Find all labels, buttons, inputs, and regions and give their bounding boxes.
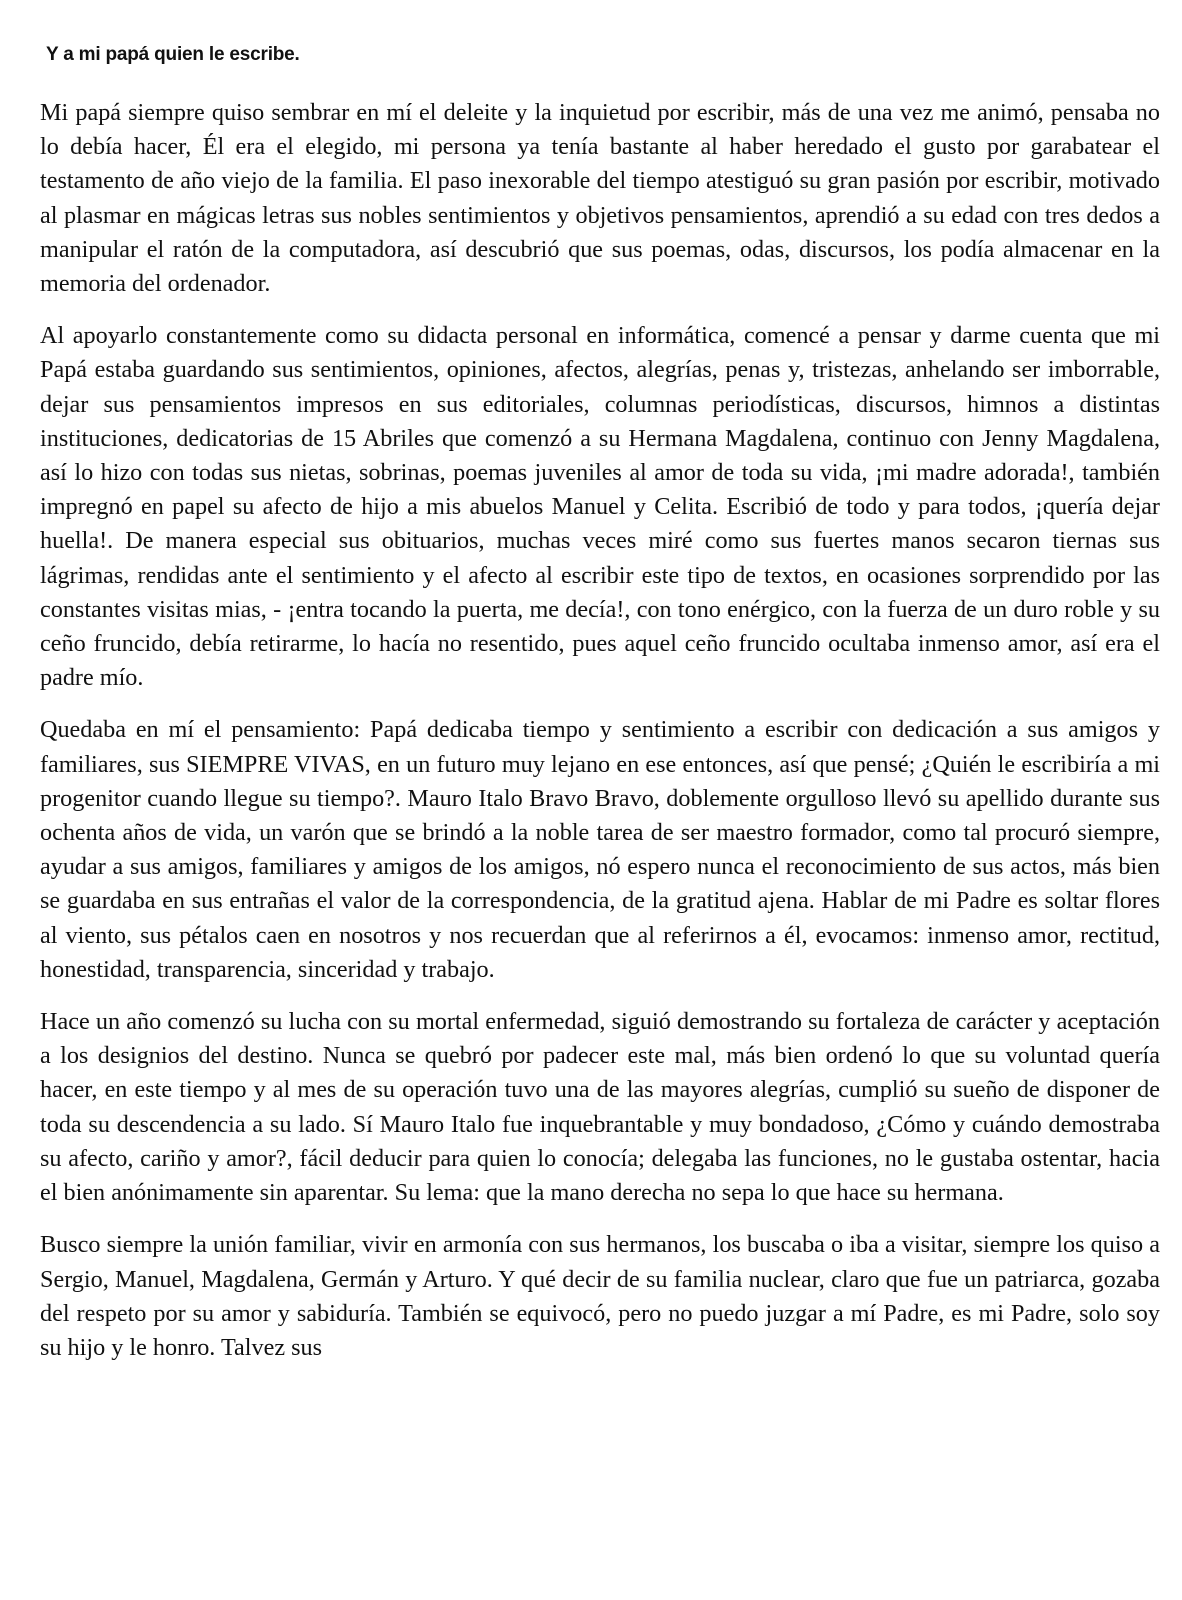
paragraph-3: Quedaba en mí el pensamiento: Papá dedicaba tiempo y sentimiento a escribir con dedicación a sus amigos y familiares, sus SIEMPRE VIVAS, en un futuro muy lejano en ese entonces, así que pensé; ¿Quién le escribiría a mi progenitor cuando llegue su tiempo?. Mauro Italo Bravo Bravo, doblemente orgulloso llevó su apellido durante sus ochenta años de vida, un varón que se brindó a la noble tarea de ser maestro formador, como tal procuró siempre, ayudar a sus amigos, familiares y amigos de los amigos, nó espero nunca el reconocimiento de sus actos, más bien se guardaba en sus entrañas el valor de la correspondencia, de la gratitud ajena. Hablar de mi Padre es soltar flores al viento, sus pétalos caen en nosotros y nos recuerdan que al referirnos a él, evocamos: inmenso amor, rectitud, honestidad, transparencia, sinceridad y trabajo.: [40, 716, 1160, 983]
paragraph-4: Hace un año comenzó su lucha con su mortal enfermedad, siguió demostrando su fortaleza de carácter y aceptación a los designios del destino. Nunca se quebró por padecer este mal, más bien ordenó lo que su voluntad quería hacer, en este tiempo y al mes de su operación tuvo una de las mayores alegrías, cumplió su sueño de disponer de toda su descendencia a su lado. Sí Mauro Italo fue inquebrantable y muy bondadoso, ¿Cómo y cuándo demostraba su afecto, cariño y amor?, fácil deducir para quien lo conocía; delegaba las funciones, no le gustaba ostentar, hacia el bien anónimamente sin aparentar. Su lema: que la mano derecha no sepa lo que hace su hermana.: [40, 1008, 1160, 1207]
paragraph-5: Busco siempre la unión familiar, vivir en armonía con sus hermanos, los buscaba o iba a visitar, siempre los quiso a Sergio, Manuel, Magdalena, Germán y Arturo. Y qué decir de su familia nuclear, claro que fue un patriarca, gozaba del respeto por su amor y sabiduría. También se equivocó, pero no puedo juzgar a mí Padre, es mi Padre, solo soy su hijo y le honro. Talvez sus: [40, 1231, 1160, 1361]
paragraph-1: Mi papá siempre quiso sembrar en mí el deleite y la inquietud por escribir, más de una vez me animó, pensaba no lo debía hacer, Él era el elegido, mi persona ya tenía bastante al haber heredado el gusto por garabatear el testamento de año viejo de la familia. El paso inexorable del tiempo atestiguó su gran pasión por escribir, motivado al plasmar en mágicas letras sus nobles sentimientos y objetivos pensamientos, aprendió a su edad con tres dedos a manipular el ratón de la computadora, así descubrió que sus poemas, odas, discursos, los podía almacenar en la memoria del ordenador.: [40, 99, 1160, 298]
paragraph-2: Al apoyarlo constantemente como su didacta personal en informática, comencé a pensar y darme cuenta que mi Papá estaba guardando sus sentimientos, opiniones, afectos, alegrías, penas y, tristezas, anhelando ser imborrable, dejar sus pensamientos impresos en sus editoriales, columnas periodísticas, discursos, himnos a distintas instituciones, dedicatorias de 15 Abriles que comenzó a su Hermana Magdalena, continuo con Jenny Magdalena, así lo hizo con todas sus nietas, sobrinas, poemas juveniles al amor de toda su vida, ¡mi madre adorada!, también impregnó en papel su afecto de hijo a mis abuelos Manuel y Celita. Escribió de todo y para todos, ¡quería dejar huella!. De manera especial sus obituarios, muchas veces miré como sus fuertes manos secaron tiernas sus lágrimas, rendidas ante el sentimiento y el afecto al escribir este tipo de textos, en ocasiones sorprendido por las constantes visitas mias, - ¡entra tocando la puerta, me decía!, con tono enérgico, con la fuerza de un duro roble y su ceño fruncido, debía retirarme, lo hacía no resentido, pues aquel ceño fruncido ocultaba inmenso amor, así era el padre mío.: [40, 322, 1160, 692]
document-title: Y a mi papá quien le escribe.: [46, 44, 300, 65]
